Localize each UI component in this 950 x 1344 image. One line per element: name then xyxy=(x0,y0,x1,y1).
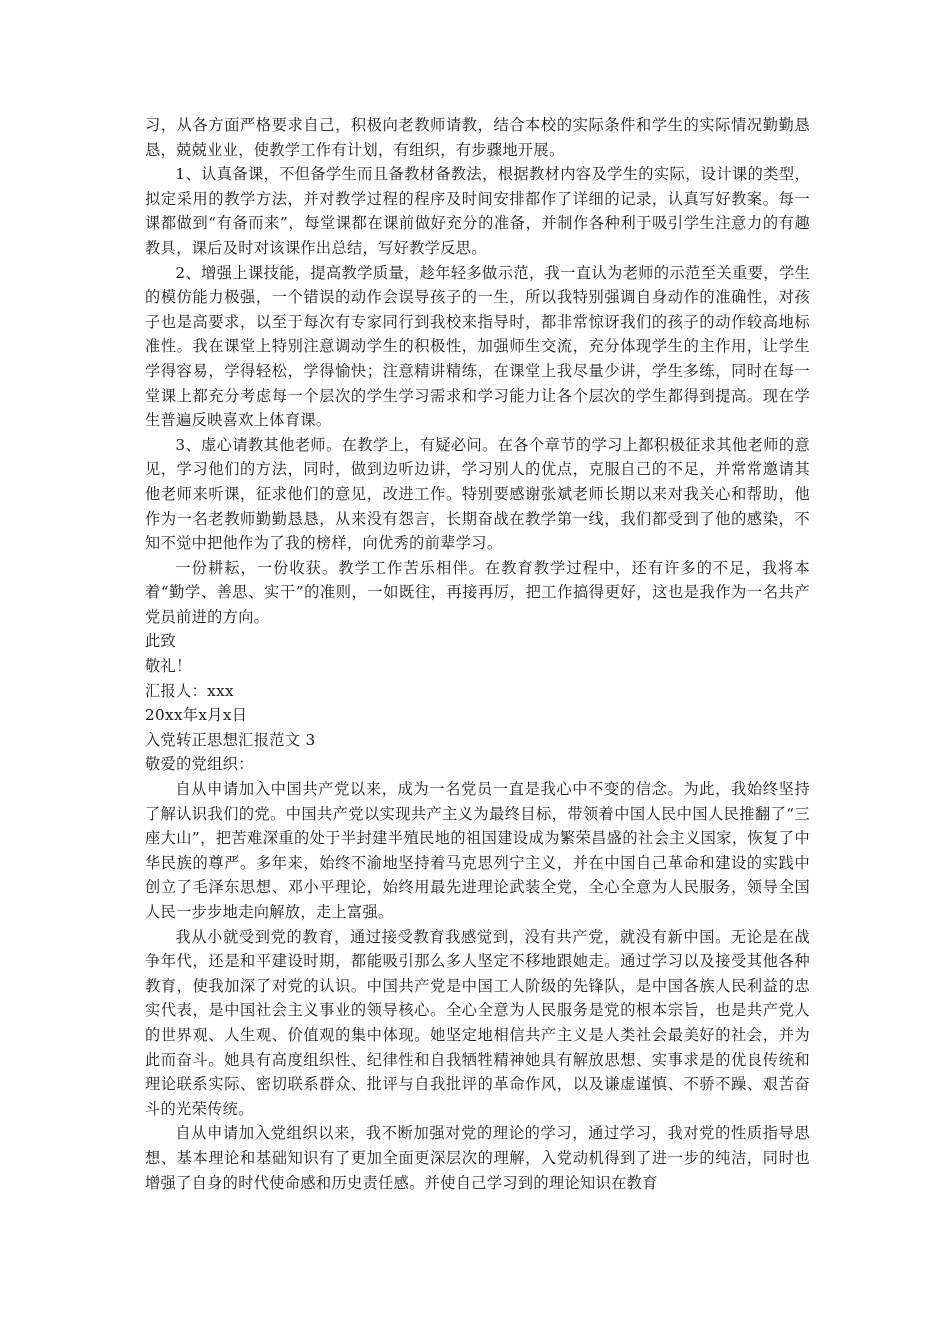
body-paragraph: 3、虚心请教其他老师。在教学上，有疑必问。在各个章节的学习上都积极征求其他老师的意见，学习他们的方法，同时，做到边听边讲，学习别人的优点，克服自己的不足，并常常邀请其他老师来听课，征求他们的意见，改进工作。特别要感谢张斌老师长期以来对我关心和帮助，他作为一名老教师勤勤恳恳，从来没有怨言，长期奋战在教学第一线，我们都受到了他的感染，不知不觉中把他作为了我的榜样，向优秀的前辈学习。 xyxy=(145,435,810,553)
body-paragraph: 习，从各方面严格要求自己，积极向老教师请教，结合本校的实际条件和学生的实际情况勤勤恳恳，兢兢业业，使教学工作有计划，有组织，有步骤地开展。 xyxy=(145,116,810,159)
body-paragraph: 自从申请加入中国共产党以来，成为一名党员一直是我心中不变的信念。为此，我始终坚持了解认识我们的党。中国共产党以实现共产主义为最终目标，带领着中国人民中国人民推翻了“三座大山”，把苦难深重的处于半封建半殖民地的祖国建设成为繁荣昌盛的社会主义国家，恢复了中华民族的尊严。多年来，始终不渝地坚持着马克思列宁主义，并在中国自己革命和建设的实践中创立了毛泽东思想、邓小平理论，始终用最先进理论武装全党，全心全意为人民服务，领导全国人民一步步地走向解放，走上富强。 xyxy=(145,780,810,921)
date-line: 20xx年x月x日 xyxy=(145,706,248,725)
body-paragraph: 我从小就受到党的教育，通过接受教育我感觉到，没有共产党，就没有新中国。无论是在战争年代，还是和平建设时期，都能吸引那么多人坚定不移地跟她走。通过学习以及接受其他各种教育，使我加深了对党的认识。中国共产党是中国工人阶级的先锋队，是中国各族人民利益的忠实代表，是中国社会主义事业的领导核心。全心全意为人民服务是党的根本宗旨，也是共产党人的世界观、人生观、价值观的集中体现。她坚定地相信共产主义是人类社会最美好的社会，并为此而奋斗。她具有高度组织性、纪律性和自我牺牲精神她具有解放思想、实事求是的优良传统和理论联系实际、密切联系群众、批评与自我批评的革命作风，以及谦虚谨慎、不骄不躁、艰苦奋斗的光荣传统。 xyxy=(145,927,810,1118)
body-paragraph: 自从申请加入党组织以来，我不断加强对党的理论的学习，通过学习，我对党的性质指导思想、基本理论和基础知识有了更加全面更深层次的理解，入党动机得到了进一步的纯洁，同时也增强了自身的时代使命感和历史责任感。并使自己学习到的理论知识在教育 xyxy=(145,1124,810,1192)
body-paragraph: 1、认真备课，不但备学生而且备教材备教法，根据教材内容及学生的实际，设计课的类型，拟定采用的教学方法，并对教学过程的程序及时间安排都作了详细的记录，认真写好教案。每一课都做到“有备而来”，每堂课都在课前做好充分的准备，并制作各种利于吸引学生注意力的有趣教具，课后及时对该课作出总结，写好教学反思。 xyxy=(145,165,810,257)
reporter-line: 汇报人：xxx xyxy=(145,681,234,700)
body-paragraph: 一份耕耘，一份收获。教学工作苦乐相伴。在教育教学过程中，还有许多的不足，我将本着“勤学、善思、实干”的准则，一如既往，再接再厉，把工作搞得更好，这也是我作为一名共产党员前进的方向。 xyxy=(145,558,810,626)
closing-salutation: 此致 xyxy=(145,632,177,651)
body-paragraph: 2、增强上课技能，提高教学质量，趁年轻多做示范，我一直认为老师的示范至关重要，学生的模仿能力极强，一个错误的动作会误导孩子的一生，所以我特别强调自身动作的准确性，对孩子也是高要求，以至于每次有专家同行到我校来指导时，都非常惊讶我们的孩子的动作较高地标准性。我在课堂上特别注意调动学生的积极性，加强师生交流，充分体现学生的主作用，让学生学得容易，学得轻松，学得愉快；注意精讲精练，在课堂上我尽量少讲，学生多练，同时在每一堂课上都充分考虑每一个层次的学生学习需求和学习能力让各个层次的学生都得到提高。现在学生普遍反映喜欢上体育课。 xyxy=(145,263,810,430)
document-page xyxy=(145,113,810,1195)
greeting-line: 敬爱的党组织： xyxy=(145,755,254,774)
section-title: 入党转正思想汇报范文 3 xyxy=(145,730,316,749)
closing-regards: 敬礼！ xyxy=(145,657,192,676)
